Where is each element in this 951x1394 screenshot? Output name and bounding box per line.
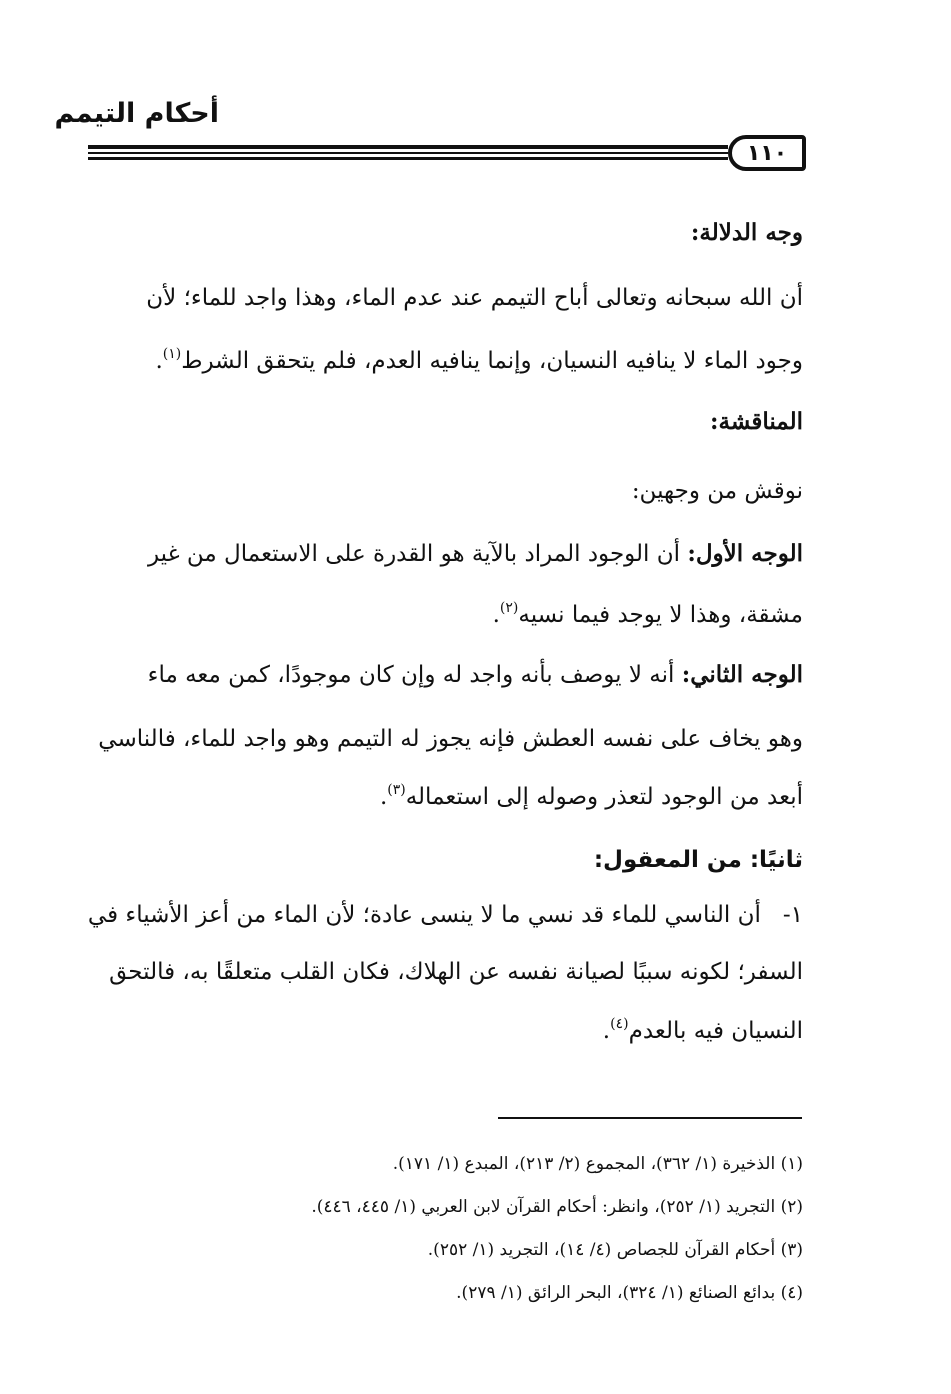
header-rule-bottom [88, 157, 728, 160]
footnote-ref-1[interactable]: (١) [162, 346, 182, 362]
footnote-ref-3[interactable]: (٣) [387, 782, 406, 798]
header-rule-thin [88, 152, 728, 154]
list-item-number: ١- [782, 902, 803, 928]
paragraph-text: مشقة، وهذا لا يوجد فيما نسيه [518, 602, 803, 628]
period: . [492, 602, 500, 628]
list-item-line: السفر؛ لكونه سببًا لصيانة نفسه عن الهلاك، فكان القلب متعلقًا به، فالتحق [109, 959, 803, 985]
page-number: ١١٠ [746, 140, 788, 166]
paragraph-line: نوقش من وجهين: [631, 478, 803, 504]
period: . [602, 1018, 611, 1044]
section-heading-evidence: وجه الدلالة: [690, 219, 803, 246]
paragraph-line [83, 658, 803, 692]
running-header-title: أحكام التيمم [54, 98, 219, 129]
paragraph-text: أن الوجود المراد بالآية هو القدرة على الاستعمال من غير [147, 541, 681, 567]
paragraph-text: أبعد من الوجود لتعذر وصوله إلى استعماله [405, 784, 803, 810]
footnote-2: (٢) التجريد (١/ ٢٥٢)، وانظر: أحكام القرآن لابن العربي (١/ ٤٤٥، ٤٤٦). [311, 1197, 803, 1217]
footnote-1: (١) الذخيرة (١/ ٣٦٢)، المجموع (٢/ ٢١٣)، المبدع (١/ ١٧١). [392, 1154, 803, 1174]
paragraph-line: أن الله سبحانه وتعالى أباح التيمم عند عدم الماء، وهذا واجد للماء؛ لأن [146, 285, 803, 311]
period: . [155, 348, 163, 374]
list-item-line [83, 898, 803, 932]
section-heading-discussion: المناقشة: [710, 408, 803, 435]
lead-second-aspect: الوجه الثاني: [681, 661, 803, 688]
footnote-4: (٤) بدائع الصنائع (١/ ٣٢٤)، البحر الرائق (١/ ٢٧٩). [456, 1283, 803, 1303]
header-rule [88, 145, 728, 149]
period: . [379, 784, 388, 810]
paragraph-text: وجود الماء لا ينافيه النسيان، وإنما ينافيه العدم، فلم يتحقق الشرط [181, 348, 803, 374]
footnote-separator [498, 1117, 802, 1119]
paragraph-line [83, 780, 803, 814]
paragraph-text: أن الناسي للماء قد نسي ما لا ينسى عادة؛ لأن الماء من أعز الأشياء في [87, 902, 761, 928]
section-heading-reason: ثانيًا: من المعقول: [593, 847, 803, 873]
paragraph-line [83, 537, 803, 571]
footnote-3: (٣) أحكام القرآن للجصاص (٤/ ١٤)، التجريد (١/ ٢٥٢). [427, 1240, 803, 1260]
paragraph-line [83, 598, 803, 632]
paragraph-text: أنه لا يوصف بأنه واجد له وإن كان موجودًا، كمن معه ماء [147, 662, 675, 688]
lead-first-aspect: الوجه الأول: [687, 540, 803, 567]
paragraph-text: النسيان فيه بالعدم [628, 1018, 803, 1044]
list-item-line [83, 1014, 803, 1048]
footnote-ref-2[interactable]: (٢) [499, 600, 519, 616]
footnotes-block [83, 1143, 803, 1315]
paragraph-line: وهو يخاف على نفسه العطش فإنه يجوز له التيمم وهو واجد للماء، فالناسي [98, 726, 803, 752]
page-number-badge [728, 135, 806, 171]
footnote-ref-4[interactable]: (٤) [610, 1016, 629, 1032]
paragraph-line [83, 344, 803, 378]
